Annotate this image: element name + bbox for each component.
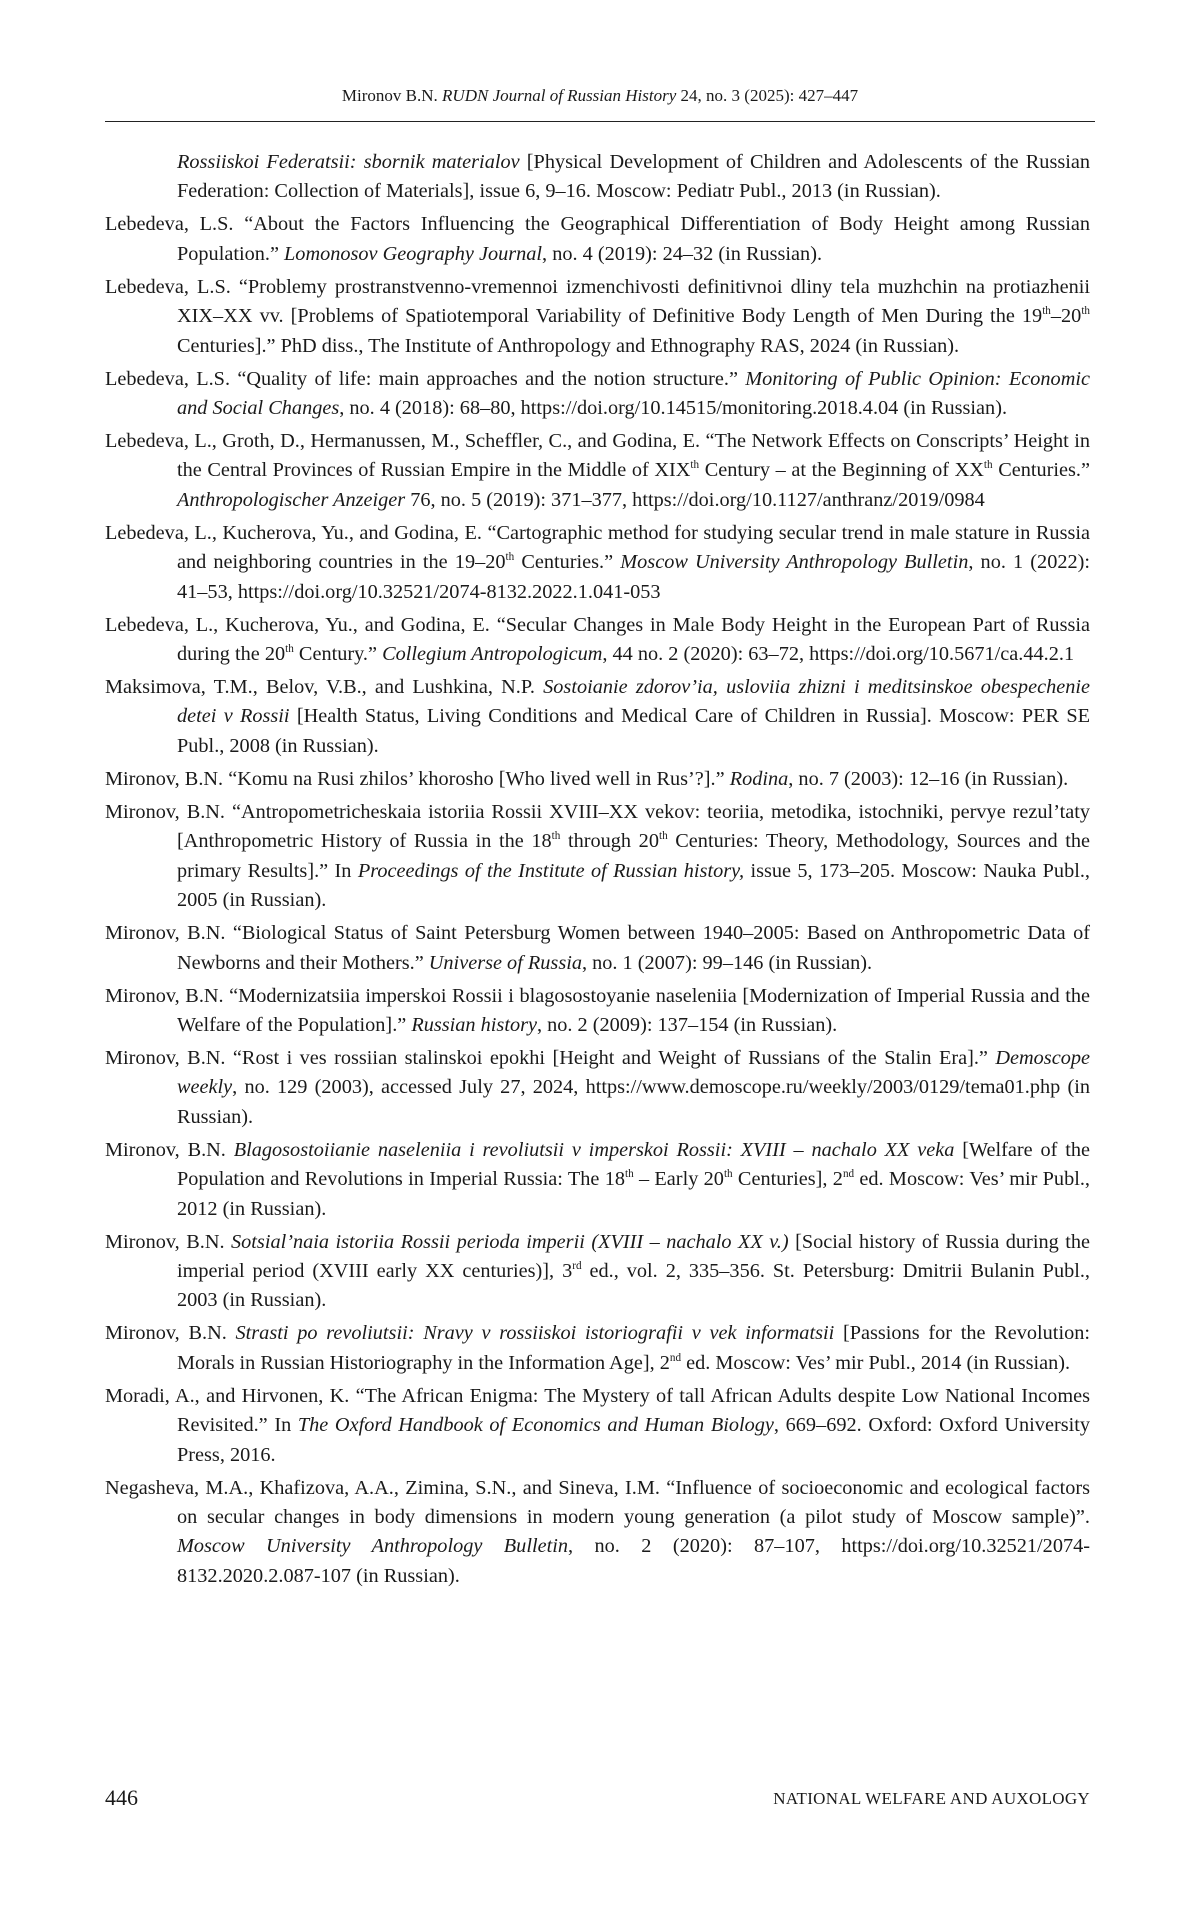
reference-text: Mironov, B.N. [105, 1231, 231, 1253]
ordinal-superscript: th [659, 831, 668, 843]
reference-entry [105, 982, 1090, 1041]
ordinal-superscript: th [552, 831, 561, 843]
reference-entry [105, 210, 1090, 269]
reference-text: , no. 1 (2022): 41–53, https://doi.org/10.32521/2074-8132.2022.1.041-053 [177, 551, 1090, 602]
reference-title-italic: Lomonosov Geography Journal [284, 243, 542, 265]
reference-text: Lebedeva, L., Kucherova, Yu., and Godina, E. “Secular Changes in Male Body Height in the European Part of Russia during the 20 [105, 614, 1090, 665]
ordinal-superscript: th [625, 1168, 634, 1180]
reference-text: , no. 129 (2003), accessed July 27, 2024, https://www.demoscope.ru/weekly/2003/0129/tema01.php (in Russian). [177, 1076, 1090, 1127]
reference-entry [105, 1382, 1090, 1470]
reference-entry [105, 519, 1090, 607]
reference-text: , no. 7 (2003): 12–16 (in Russian). [788, 768, 1068, 790]
reference-title-italic: Collegium Antropologicum [382, 643, 602, 665]
reference-title-italic: Sotsial’naia istoriia Rossii perioda imperii (XVIII – nachalo XX v.) [231, 1231, 789, 1253]
reference-text: Negasheva, M.A., Khafizova, A.A., Zimina, S.N., and Sineva, I.M. “Influence of socioeconomic and ecological factors on secular changes in body dimensions in modern young generation (a pilot study of Moscow sample)”. [105, 1477, 1090, 1528]
ordinal-superscript: th [724, 1168, 733, 1180]
reference-text: issue 5, 173–205. Moscow: Nauka Publ., 2005 (in Russian). [177, 860, 1090, 911]
reference-text: ed. Moscow: Ves’ mir Publ., 2014 (in Russian). [681, 1352, 1070, 1374]
reference-text: Lebedeva, L.S. “Problemy prostranstvenno-vremennoi izmenchivosti definitivnoi dliny tela muzhchin na protiazhenii XIX–XX vv. [Problems of Spatiotemporal Variability of Definitive Body Length of Men During the 19 [105, 276, 1090, 327]
reference-entry [105, 765, 1090, 794]
ordinal-superscript: th [984, 460, 993, 472]
reference-text: Lebedeva, L., Groth, D., Hermanussen, M., Scheffler, C., and Godina, E. “The Network Effects on Conscripts’ Height in the Central Provinces of Russian Empire in the Middle of XIX [105, 430, 1090, 481]
reference-text: Mironov, B.N. “Antropometricheskaia istoriia Rossii XVIII–XX vekov: teoriia, metodika, istochniki, pervye rezul’taty [Anthropometric History of Russia in the 18 [105, 801, 1090, 852]
reference-title-italic: The Oxford Handbook of Economics and Human Biology [298, 1414, 774, 1436]
reference-text: , 669–692. Oxford: Oxford University Press, 2016. [177, 1414, 1090, 1465]
reference-text: ed. Moscow: Ves’ mir Publ., 2012 (in Russian). [177, 1168, 1090, 1219]
reference-entry [105, 365, 1090, 424]
reference-title-italic: Sostoianie zdorov’ia, usloviia zhizni i meditsinskoe obespechenie detei v Rossii [177, 676, 1090, 727]
reference-entry [105, 1474, 1090, 1592]
reference-text: [Social history of Russia during the imperial period (XVIII early XX centuries)], 3 [177, 1231, 1090, 1282]
reference-text: Mironov, B.N. “Biological Status of Saint Petersburg Women between 1940–2005: Based on Anthropometric Data of Newborns and their Mothers.” [105, 922, 1090, 973]
running-header [105, 84, 1095, 108]
reference-entry [105, 798, 1090, 916]
reference-text: through 20 [560, 830, 659, 852]
reference-text: Lebedeva, L.S. “About the Factors Influencing the Geographical Differentiation of Body Height among Russian Population.” [105, 213, 1090, 264]
reference-text: , no. 4 (2018): 68–80, https://doi.org/10.14515/monitoring.2018.4.04 (in Russian). [339, 397, 1007, 419]
reference-text: , no. 1 (2007): 99–146 (in Russian). [582, 952, 872, 974]
header-authors: Mironov B.N. [342, 86, 438, 105]
reference-text: Mironov, B.N. [105, 1139, 234, 1161]
reference-text: Moradi, A., and Hirvonen, K. “The African Enigma: The Mystery of tall African Adults despite Low National Incomes Revisited.” In [105, 1385, 1090, 1436]
reference-text: ed., vol. 2, 335–356. St. Petersburg: Dmitrii Bulanin Publ., 2003 (in Russian). [177, 1260, 1090, 1311]
reference-text: Centuries.” [993, 459, 1090, 481]
header-volume-info: 24, no. 3 (2025): 427–447 [681, 86, 859, 105]
reference-text: Century.” [294, 643, 382, 665]
reference-title-italic: Moscow University Anthropology Bulletin [620, 551, 968, 573]
reference-text: Mironov, B.N. “Komu na Rusi zhilos’ khorosho [Who lived well in Rus’?].” [105, 768, 730, 790]
reference-text: Mironov, B.N. “Modernizatsiia imperskoi Rossii i blagosostoyanie naseleniia [Modernization of Imperial Russia and the Welfare of the Population].” [105, 985, 1090, 1036]
reference-entry [105, 1044, 1090, 1132]
reference-text: Centuries: Theory, Methodology, Sources and the primary Results].” In [177, 830, 1090, 881]
reference-text: Mironov, B.N. “Rost i ves rossiian stalinskoi epokhi [Height and Weight of Russians of the Stalin Era].” [105, 1047, 995, 1069]
reference-title-italic: Russian history [411, 1014, 537, 1036]
reference-text: Century – at the Beginning of XX [699, 459, 984, 481]
reference-title-italic: Blagosostoiianie naseleniia i revoliutsii v imperskoi Rossii: XVIII – nachalo XX veka [234, 1139, 955, 1161]
header-journal: RUDN Journal of Russian History [442, 86, 676, 105]
reference-text: – Early 20 [634, 1168, 724, 1190]
reference-title-italic: Universe of Russia [429, 952, 582, 974]
reference-text: , no. 2 (2020): 87–107, https://doi.org/10.32521/2074-8132.2020.2.087-107 (in Russian). [177, 1535, 1090, 1586]
reference-title-italic: Strasti po revoliutsii: Nravy v rossiiskoi istoriografii v vek informatsii [236, 1322, 835, 1344]
reference-text: Centuries.” [514, 551, 620, 573]
reference-title-italic: Moscow University Anthropology Bulletin [177, 1535, 568, 1557]
reference-list [105, 148, 1090, 1595]
reference-text: , no. 2 (2009): 137–154 (in Russian). [537, 1014, 837, 1036]
reference-text: Maksimova, T.M., Belov, V.B., and Lushkina, N.P. [105, 676, 543, 698]
reference-text: –20 [1051, 305, 1081, 327]
ordinal-superscript: rd [572, 1260, 581, 1272]
page-number: 446 [105, 1784, 138, 1812]
reference-title-italic: Demoscope weekly [177, 1047, 1090, 1098]
reference-text: [Welfare of the Population and Revolutions in Imperial Russia: The 18 [177, 1139, 1090, 1190]
ordinal-superscript: th [1042, 305, 1051, 317]
reference-text: , 44 no. 2 (2020): 63–72, https://doi.org/10.5671/ca.44.2.1 [602, 643, 1074, 665]
reference-entry [105, 611, 1090, 670]
reference-entry [105, 1319, 1090, 1378]
ordinal-superscript: th [285, 643, 294, 655]
reference-text: Mironov, B.N. [105, 1322, 236, 1344]
reference-text: [Health Status, Living Conditions and Medical Care of Children in Russia]. Moscow: PER SE Publ., 2008 (in Russian). [177, 705, 1090, 756]
reference-text: 76, no. 5 (2019): 371–377, https://doi.org/10.1127/anthranz/2019/0984 [405, 489, 985, 511]
reference-title-italic: Anthropologischer Anzeiger [177, 489, 405, 511]
reference-text: [Physical Development of Children and Adolescents of the Russian Federation: Collection of Materials], issue 6, 9–16. Moscow: Pediatr Publ., 2013 (in Russian). [177, 151, 1090, 202]
header-divider [105, 121, 1095, 122]
reference-entry [105, 273, 1090, 361]
reference-entry [105, 673, 1090, 761]
reference-text: [Passions for the Revolution: Morals in Russian Historiography in the Information Age], 2 [177, 1322, 1090, 1373]
reference-text: , no. 4 (2019): 24–32 (in Russian). [542, 243, 822, 265]
ordinal-superscript: nd [843, 1168, 854, 1180]
reference-entry [105, 427, 1090, 515]
reference-title-italic: Rodina [730, 768, 789, 790]
reference-entry [105, 919, 1090, 978]
ordinal-superscript: th [690, 460, 699, 472]
ordinal-superscript: nd [670, 1352, 681, 1364]
reference-text: Lebedeva, L., Kucherova, Yu., and Godina, E. “Cartographic method for studying secular trend in male stature in Russia and neighboring countries in the 19–20 [105, 522, 1090, 573]
reference-text: Centuries], 2 [733, 1168, 843, 1190]
ordinal-superscript: th [506, 551, 515, 563]
reference-entry [105, 148, 1090, 207]
reference-title-italic: Proceedings of the Institute of Russian history, [358, 860, 744, 882]
section-title: NATIONAL WELFARE AND AUXOLOGY [773, 1787, 1090, 1811]
reference-text: Centuries].” PhD diss., The Institute of Anthropology and Ethnography RAS, 2024 (in Russian). [177, 335, 959, 357]
reference-text: Lebedeva, L.S. “Quality of life: main approaches and the notion structure.” [105, 368, 745, 390]
reference-title-italic: Monitoring of Public Opinion: Economic and Social Changes [177, 368, 1090, 419]
reference-entry [105, 1228, 1090, 1316]
ordinal-superscript: th [1081, 305, 1090, 317]
reference-entry [105, 1136, 1090, 1224]
reference-title-italic: Rossiiskoi Federatsii: sbornik materialov [177, 151, 520, 173]
